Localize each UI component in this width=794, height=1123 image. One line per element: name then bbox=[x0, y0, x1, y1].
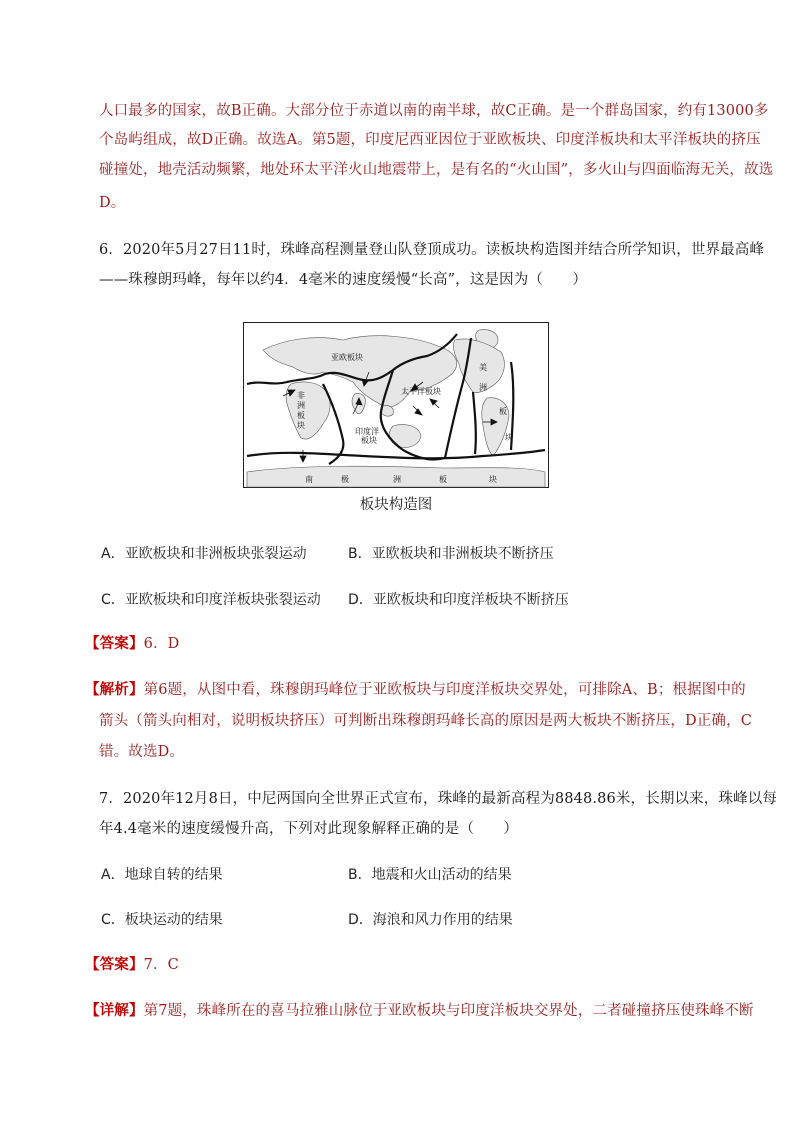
figure-caption: 板块构造图 bbox=[359, 497, 433, 513]
label-african-plate: 非 bbox=[297, 391, 305, 400]
q7-detail bbox=[85, 1001, 754, 1021]
label-indian-plate: 板块 bbox=[361, 436, 377, 445]
answer-tag: 【答案】 bbox=[85, 956, 144, 973]
label-antarctic-plate: 板 bbox=[439, 475, 447, 484]
q6-option-b: B．亚欧板块和非洲板块不断挤压 bbox=[348, 546, 554, 562]
q6-answer bbox=[85, 634, 179, 654]
label-antarctic-plate: 南 bbox=[305, 475, 313, 484]
q7-option-c: C．板块运动的结果 bbox=[101, 912, 223, 928]
label-antarctic-plate: 极 bbox=[341, 475, 349, 484]
label-american-plate: 洲 bbox=[479, 383, 487, 392]
analysis-text: 箭头（箭头向相对，说明板块挤压）可判断出珠穆朗玛峰长高的原因是两大板块不断挤压，D正确，C bbox=[99, 713, 752, 729]
label-american-plate: 板 bbox=[499, 407, 507, 416]
question-6-stem: ——珠穆朗玛峰，每年以约4．4毫米的速度缓慢“长高”，这是因为（ ） bbox=[99, 272, 588, 288]
answer-tag: 【答案】 bbox=[85, 635, 144, 652]
paragraph-line: D。 bbox=[99, 195, 126, 211]
label-antarctic-plate: 洲 bbox=[393, 475, 401, 484]
paragraph-line: 人口最多的国家，故B正确。大部分位于赤道以南的南半球，故C正确。是一个群岛国家，约有13000多 bbox=[99, 103, 769, 119]
paragraph-line: 个岛屿组成，故D正确。故选A。第5题，印度尼西亚因位于亚欧板块、印度洋板块和太平洋板块的挤压 bbox=[99, 132, 761, 148]
label-african-plate: 板 bbox=[297, 411, 305, 420]
label-antarctic-plate: 块 bbox=[489, 475, 497, 484]
q6-option-d: D．亚欧板块和印度洋板块不断挤压 bbox=[348, 592, 569, 608]
answer-value: 7．C bbox=[143, 957, 179, 973]
label-american-plate: 美 bbox=[479, 363, 487, 372]
q7-option-b: B．地震和火山活动的结果 bbox=[348, 867, 512, 883]
question-7-stem: 7．2020年12月8日，中尼两国向全世界正式宣布，珠峰的最新高程为8848.86米，长期以来，珠峰以每 bbox=[99, 791, 778, 807]
plate-tectonics-map bbox=[243, 322, 549, 488]
label-african-plate: 块 bbox=[297, 421, 305, 430]
detail-tag: 【详解】 bbox=[85, 1002, 144, 1019]
q7-option-a: A．地球自转的结果 bbox=[101, 867, 223, 883]
label-pacific-plate: 太平洋板块 bbox=[401, 387, 441, 396]
q6-option-a: A．亚欧板块和非洲板块张裂运动 bbox=[101, 546, 307, 562]
q7-option-d: D．海浪和风力作用的结果 bbox=[348, 912, 513, 928]
detail-text: 第7题，珠峰所在的喜马拉雅山脉位于亚欧板块与印度洋板块交界处，二者碰撞挤压使珠峰不断 bbox=[143, 1003, 754, 1019]
label-indian-plate: 印度洋 bbox=[355, 427, 379, 436]
analysis-text: 错。故选D。 bbox=[99, 744, 185, 760]
question-7-stem: 年4.4毫米的速度缓慢升高，下列对此现象解释正确的是（ ） bbox=[99, 821, 519, 837]
label-eurasian-plate: 亚欧板块 bbox=[331, 353, 363, 362]
paragraph-line: 碰撞处，地壳活动频繁，地处环太平洋火山地震带上，是有名的“火山国”，多火山与四面临海无关，故选 bbox=[99, 162, 774, 178]
analysis-tag: 【解析】 bbox=[85, 681, 144, 698]
analysis-text: 第6题，从图中看，珠穆朗玛峰位于亚欧板块与印度洋板块交界处，可排除A、B；根据图中的 bbox=[143, 682, 746, 698]
q6-analysis bbox=[85, 680, 746, 700]
q6-option-c: C．亚欧板块和印度洋板块张裂运动 bbox=[101, 592, 321, 608]
q7-answer bbox=[85, 955, 179, 975]
question-6-stem: 6．2020年5月27日11时，珠峰高程测量登山队登顶成功。读板块构造图并结合所学知识，世界最高峰 bbox=[99, 242, 765, 258]
label-american-plate: 块 bbox=[505, 433, 513, 442]
label-african-plate: 洲 bbox=[297, 401, 305, 410]
answer-value: 6．D bbox=[143, 636, 180, 652]
